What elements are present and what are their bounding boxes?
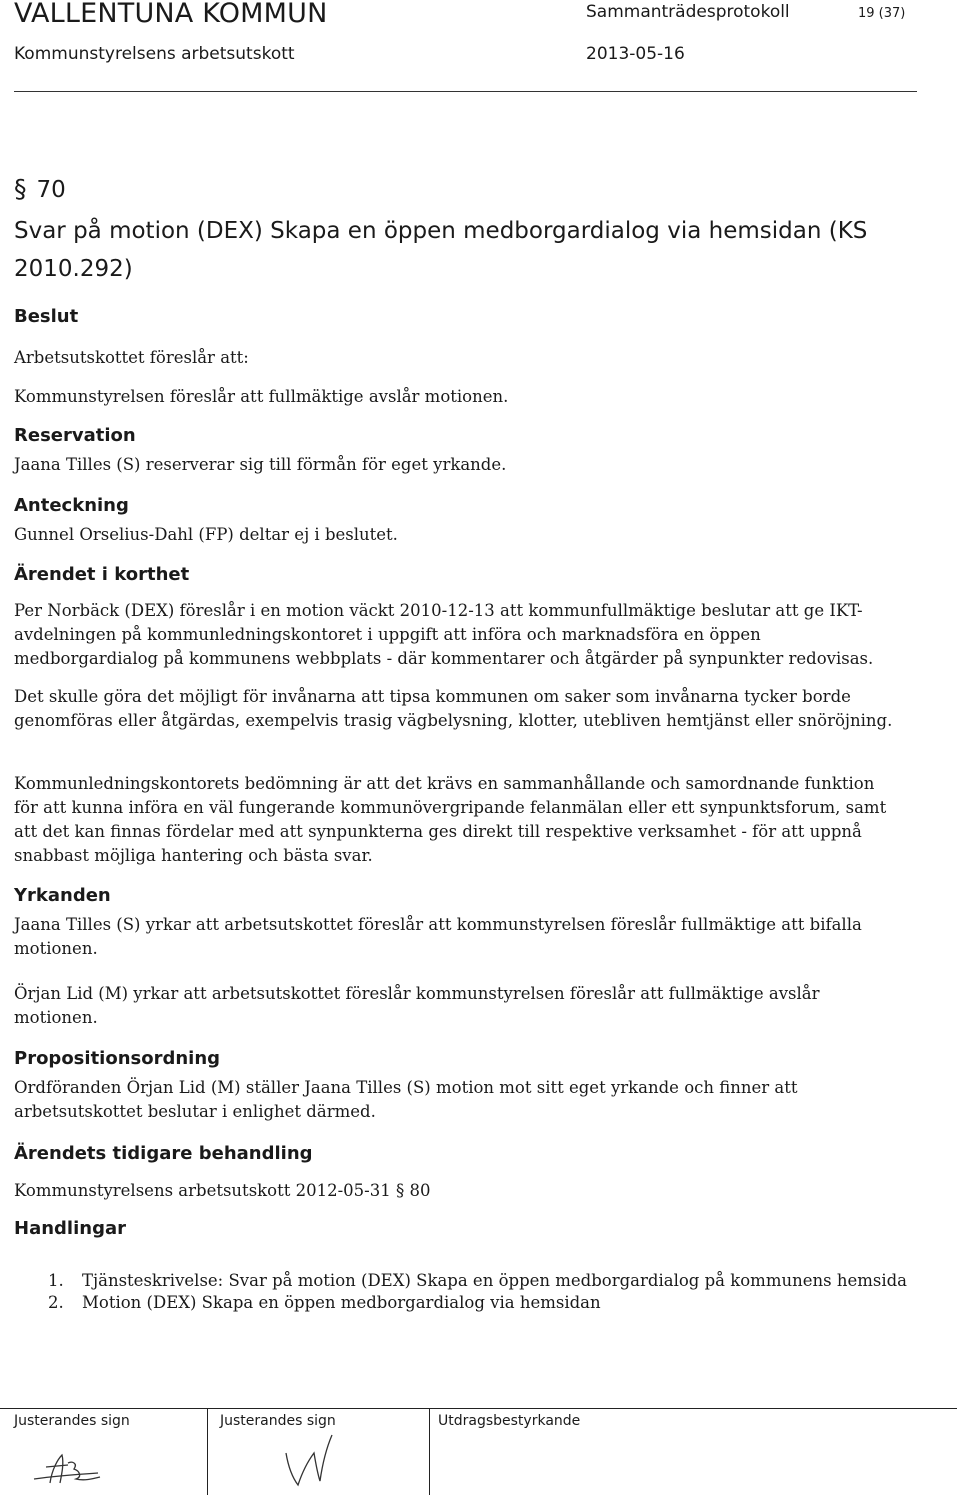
yrkanden-heading: Yrkanden [14, 885, 111, 906]
header-divider [14, 91, 917, 92]
signature-label-1: Justerandes sign [14, 1413, 130, 1429]
signature-initials-2 [278, 1431, 338, 1491]
committee-name: Kommunstyrelsens arbetsutskott [14, 44, 295, 64]
beslut-proposal: Kommunstyrelsen föreslår att fullmäktige avslår motionen. [14, 387, 509, 406]
anteckning-text: Gunnel Orselius-Dahl (FP) deltar ej i beslutet. [14, 525, 398, 544]
document-type: Sammanträdesprotokoll [586, 2, 790, 22]
list-item [14, 1292, 894, 1314]
beslut-intro: Arbetsutskottet föreslår att: [14, 348, 249, 367]
propositionsordning-text: Ordföranden Örjan Lid (M) ställer Jaana Tilles (S) motion mot sitt eget yrkande och finner att arbetsutskottet beslutar i enlighet därmed. [14, 1078, 798, 1121]
paragraph-title: Svar på motion (DEX) Skapa en öppen medborgardialog via hemsidan (KS 2010.292) [14, 218, 868, 282]
meeting-date: 2013-05-16 [586, 44, 685, 64]
reservation-text: Jaana Tilles (S) reserverar sig till förmån för eget yrkande. [14, 455, 507, 474]
signature-cell-1 [0, 1409, 207, 1495]
reservation-heading: Reservation [14, 425, 136, 446]
arendet-heading: Ärendet i korthet [14, 564, 190, 585]
page-number: 19 (37) [858, 6, 906, 21]
signature-label-2: Justerandes sign [220, 1413, 336, 1429]
list-item-text: Motion (DEX) Skapa en öppen medborgardialog via hemsidan [82, 1293, 601, 1312]
propositionsordning-heading: Propositionsordning [14, 1048, 221, 1069]
paragraph-number-value: 70 [36, 177, 66, 203]
arendet-paragraph-3: Kommunledningskontorets bedömning är att det krävs en sammanhållande och samordnande funktion för att kunna införa en väl fungerande kommunövergripande felanmälan eller ett synpunktsforum, samt att det kan finnas fördelar med att synpunkterna ges direkt till respektive verksamhet - för att uppnå snabbast möjliga hantering och bästa svar. [14, 774, 887, 865]
section-sign: § [14, 174, 27, 203]
list-item-number: 2. [48, 1293, 64, 1312]
signature-footer [0, 1408, 957, 1495]
organization-name: VALLENTUNA KOMMUN [14, 0, 328, 29]
arendet-paragraph-2: Det skulle göra det möjligt för invånarna att tipsa kommunen om saker som invånarna tycker borde genomföras eller åtgärdas, exempelvis trasig vägbelysning, klotter, utebliven hemtjänst eller snöröjning. [14, 687, 893, 730]
signature-cell-3 [429, 1409, 957, 1495]
tidigare-heading: Ärendets tidigare behandling [14, 1143, 313, 1164]
yrkanden-paragraph-1: Jaana Tilles (S) yrkar att arbetsutskottet föreslår att kommunstyrelsen föreslår fullmäktige att bifalla motionen. [14, 915, 862, 958]
list-item-text: Tjänsteskrivelse: Svar på motion (DEX) Skapa en öppen medborgardialog på kommunens hemsida [82, 1271, 908, 1290]
handlingar-list [14, 1270, 908, 1314]
list-item [14, 1270, 908, 1292]
tidigare-text: Kommunstyrelsens arbetsutskott 2012-05-31 § 80 [14, 1181, 431, 1200]
arendet-paragraph-1: Per Norbäck (DEX) föreslår i en motion väckt 2010-12-13 att kommunfullmäktige beslutar att ge IKT-avdelningen på kommunledningskontoret i uppgift att införa och marknadsföra en öppen medborgardialog på kommunens webbplats - där kommentarer och åtgärder på synpunkter redovisas. [14, 601, 874, 668]
paragraph-number [14, 174, 66, 203]
handlingar-heading: Handlingar [14, 1218, 126, 1239]
beslut-heading: Beslut [14, 306, 79, 327]
signature-cell-2 [207, 1409, 429, 1495]
signature-initials-1 [28, 1449, 118, 1489]
yrkanden-paragraph-2: Örjan Lid (M) yrkar att arbetsutskottet föreslår kommunstyrelsen föreslår att fullmäktige avslår motionen. [14, 984, 820, 1027]
anteckning-heading: Anteckning [14, 495, 129, 516]
list-item-number: 1. [48, 1271, 64, 1290]
signature-label-3: Utdragsbestyrkande [438, 1413, 581, 1429]
